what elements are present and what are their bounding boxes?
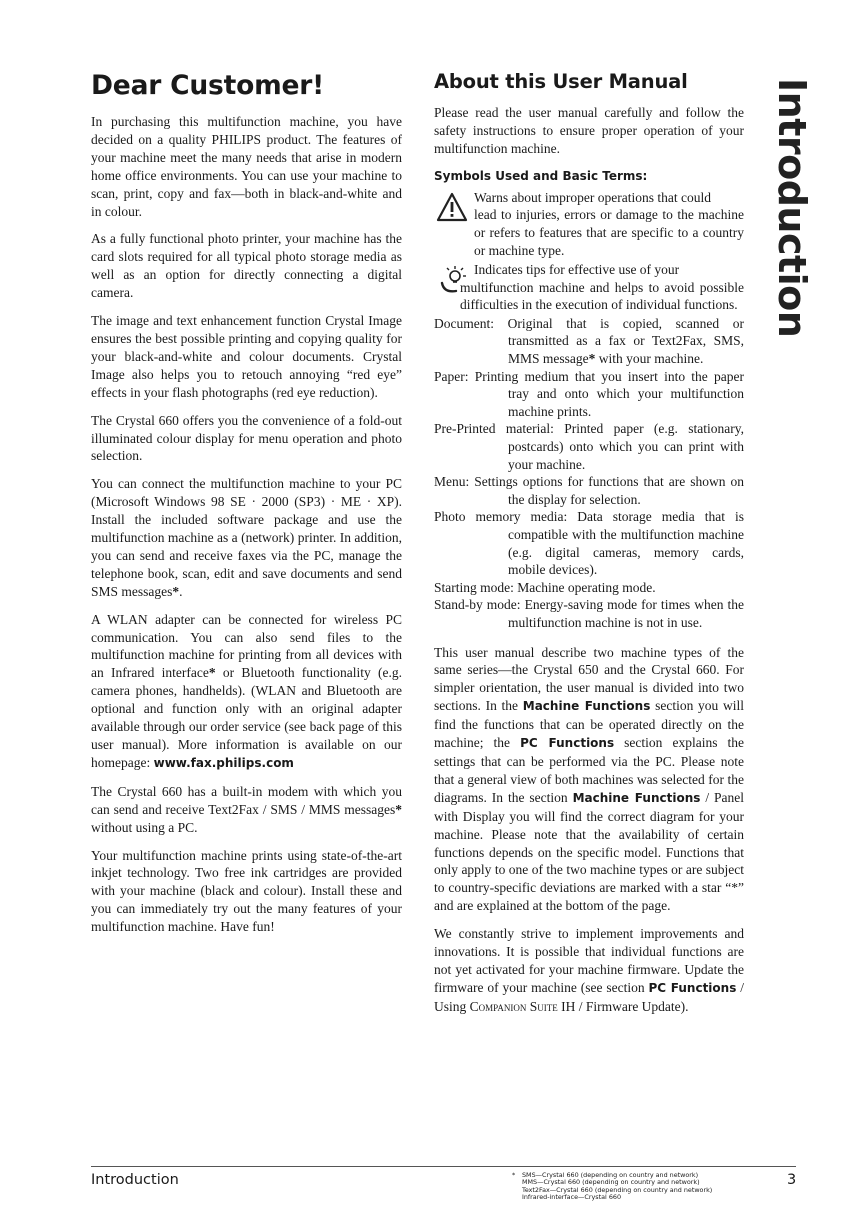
definition-term: Photo memory media: [434,509,568,525]
text: . [179,583,183,599]
tip-text: multifunction machine and helps to avoid possible difficulties in the execution of individual functions. [460,279,744,313]
subsection-heading: Symbols Used and Basic Terms: [434,168,648,183]
definition-item [434,473,744,508]
definition-item [434,596,744,631]
definition-list [434,315,744,632]
paragraph: Your multifunction machine prints using state-of-the-art inkjet technology. Two free ink cartridges are provided with your machine (black and colour). Install these and you can immediately try out the many features of your multifunction machine. Have fun! [91,847,402,935]
footnote: MMS—Crystal 660 (depending on country and network) [522,1178,700,1187]
text: section explains the settings that can be performed via the PC. Please note that a general view of both machines was selected for the diagrams. In the section [434,735,744,805]
definition-item [434,368,744,421]
link-part: www. [153,755,191,770]
text: without using a PC. [91,819,198,835]
paragraph: The Crystal 660 offers you the convenience of a fold-out illuminated colour display for menu operation and photo selection. [91,412,402,464]
paragraph: As a fully functional photo printer, your machine has the card slots required for all typical photo storage media as well as an option for directly connecting a digital camera. [91,231,402,301]
footer-divider [91,1166,796,1167]
side-tab [770,78,814,338]
definition-term: Starting mode: [434,579,514,595]
tip-note [434,261,744,314]
paragraph [434,925,744,1016]
definition-text: Energy-saving mode for times when the multifunction machine is not in use. [508,597,745,630]
paragraph: Please read the user manual carefully and follow the safety instructions to ensure proper operation of your multifunction machine. [434,105,744,156]
right-column [434,68,744,1026]
page-number: 3 [787,1172,797,1188]
definition-text: with your machine. [595,351,704,367]
text: We constantly strive to implement improvements and innovations. It is possible that individual functions are not yet activated for your machine firmware. Update the firmware of your machine (see section [434,926,744,995]
definition-item [434,579,744,597]
footnote: Infrared-interface—Crystal 660 [522,1193,622,1202]
tip-text-first: Indicates tips for effective use of your [474,262,680,278]
paragraph: The image and text enhancement function Crystal Image ensures the best possible printing and copying quality for your black-and-white and colour documents. Crystal Image also helps you to retouch annoying “red eye” effects in your flash photographs (red eye reduction). [91,313,402,400]
text: IH / Firmware Update). [557,998,689,1014]
bold-term: Machine Functions [572,790,701,805]
definition-term: Paper: [434,368,469,384]
link-part: fax [190,755,212,770]
warning-triangle-icon [436,191,468,223]
definition-term: Stand-by mode: [434,597,521,613]
side-title: Introduction [770,78,814,338]
definition-item [434,315,744,368]
text: A WLAN adapter can be connected for wireless PC communication. You can also send files to the multifunction machine for printing from all devices with an Infrared interface [91,611,402,681]
definition-text: Data storage media that is compatible with the multifunction machine (e.g. digital cameras, memory cards, mobile devices). [508,509,745,578]
footnote-star: * [512,1171,516,1179]
text: / Using [434,979,744,1014]
paragraph: In purchasing this multifunction machine, you have decided on a quality PHILIPS product. The features of your machine meet the many needs that arise in modern home office environments. You can use your machine to scan, print, copy and fax—both in black-and-white and in colour. [91,114,402,219]
footnote-star: * [588,351,596,367]
text: section you will find the functions that can be operated directly on the machine; the [434,698,744,751]
text: or Bluetooth functionality (e.g. camera phones, handhelds). (WLAN and Bluetooth are optional and function only with an original adapter available through our order service (see back page of this user manual). More information is available on our homepage: [91,665,402,770]
text: You can connect the multifunction machine to your PC (Microsoft Windows 98 SE · 2000 (SP3) · ME · XP). Install the included software package and use the multifunction machine as a (network) printer. In addition, you can send and receive faxes via the PC, manage the telephone book, scan, edit and save documents and send SMS messages [91,476,402,599]
bold-term: PC Functions [520,736,615,751]
bold-term: Machine Functions [522,699,651,714]
definition-text: Printed paper (e.g. stationary, postcards) onto which you can print with your machine. [508,421,745,472]
warning-text-first: Warns about improper operations that could [474,189,711,205]
link-part: . [211,755,217,770]
left-column [91,68,402,946]
page-heading: Dear Customer! [91,70,325,101]
footnote-star: * [395,801,402,817]
homepage-link[interactable] [154,756,294,770]
link-part: .com [261,755,294,770]
footnote-star: * [208,665,216,681]
text: This user manual describe two machine types of the same series—the Crystal 650 and the Crystal 660. For simpler orientation, the user manual is divided into two sections. In the [434,644,744,714]
paragraph [434,644,744,916]
definition-item [434,420,744,473]
paragraph [91,611,402,773]
paragraph [91,475,402,600]
footnote-text: SMS—Crystal 660 (depending on country and network) [522,1171,699,1179]
paragraph [91,783,402,837]
definition-text: Original that is copied, scanned or transmitted as a fax or Text2Fax, SMS, MMS message [507,315,745,367]
bold-term: PC Functions [648,980,737,995]
definition-text: Machine operating mode. [517,579,656,595]
link-part: philips [216,755,262,770]
definition-text: Settings options for functions that are shown on the display for selection. [474,474,744,507]
definition-text: Printing medium that you insert into the paper tray and onto which your multifunction machine prints. [474,368,745,419]
lightbulb-tip-icon [436,263,468,295]
footnotes [512,1172,712,1202]
warning-text: lead to injuries, errors or damage to the machine or refers to features that are specific to a country or machine type. [474,207,744,258]
warning-note [434,189,744,259]
footnote: Text2Fax—Crystal 660 (depending on country and network) [522,1185,713,1194]
footer-section: Introduction [91,1172,179,1188]
definition-term: Menu: [434,474,470,490]
definition-term: Document: [434,315,494,331]
footnote-star: * [172,583,180,599]
text: / Panel with Display you will find the correct diagram for your machine. Please note that the availability of certain functions depends on the specific model. Functions that only apply to one of the two machine types or are subject to country-specific deviations are marked with a star “*” and are explained at the bottom of the page. [434,789,745,914]
definition-item [434,508,744,578]
definition-term: Pre-Printed material: [434,421,554,437]
text: The Crystal 660 has a built-in modem with which you can send and receive Text2Fax / SMS / MMS messages [91,783,402,817]
small-caps-term: Companion Suite [469,998,558,1014]
section-heading: About this User Manual [434,70,688,93]
